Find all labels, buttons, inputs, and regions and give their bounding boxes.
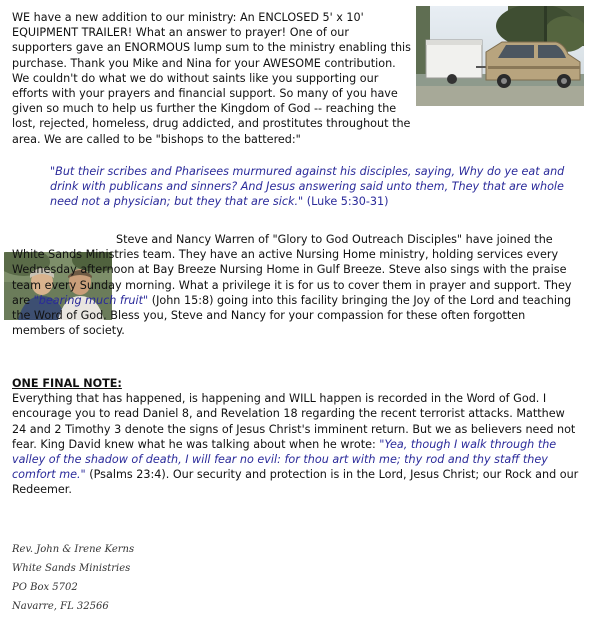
warren-quote: "bearing much fruit" (33, 293, 149, 307)
luke-quote-ref: (Luke 5:30-31) (303, 195, 389, 209)
intro-text: WE have a new addition to our ministry: An ENCLOSED 5' x 10' EQUIPMENT TRAILER! What an answer to prayer! One of our supporters gave an ENORMOUS lump sum to the ministry enabling this purchase. Thank you Mike and Nina for your AWESOME contribution. We couldn't do what we do without saints like you supporting our efforts with your prayers and financial support. So many of you have given so much to help us further the Kingdom of God -- reaching the lost, rejected, homeless, drug addicted, and prostitutes throughout the area. We are called to be "bishops to the battered:" (12, 11, 411, 146)
luke-quote (50, 164, 578, 210)
warren-text-b: (John 15:8) going into this facility bringing the Joy of the Lord and teaching the Word of God. Bless you, Steve and Nancy for your compassion for these often forgotten members of society. (12, 293, 572, 338)
warren-text-a: Steve and Nancy Warren of "Glory to God Outreach Disciples" have joined the White Sands Ministries team. They have an active Nursing Home ministry, holding services every Wednesday afternoon at Bay Breeze Nursing Home in Gulf Breeze. Steve also sings with the praise team every Sunday morning. What a privilege it is for us to cover them in prayer and support. They are (12, 233, 572, 307)
van-trailer-photo (416, 6, 584, 106)
luke-quote-text: "But their scribes and Pharisees murmured against his disciples, saying, Why do ye eat and drink with publicans and sinners? And Jesus answering said unto them, They that are whole need not a physician; but they that are sick." (50, 165, 565, 209)
signature-line-2: White Sands Ministries (12, 563, 131, 574)
final-note-paragraph (12, 376, 580, 498)
signature-line-1: Rev. John & Irene Kerns (12, 544, 135, 555)
signature-block (12, 540, 134, 616)
signature-line-3: PO Box 5702 (12, 582, 78, 593)
psalm-quote: "Yea, though I walk through the valley of the shadow of death, I will fear no evil: for thou art with me; thy rod and thy staff they comfort me." (12, 437, 557, 482)
intro-paragraph (12, 10, 412, 147)
final-note-text-a: Everything that has happened, is happening and WILL happen is recorded in the Word of God. I encourage you to read Daniel 8, and Revelation 18 regarding the recent terrorist attacks. Matthew 24 and 2 Timothy 3 denote the signs of Jesus Christ's imminent return. But we as believers need not fear. King David knew what he was talking about when he wrote: (12, 392, 576, 451)
final-note-heading: ONE FINAL NOTE: (12, 377, 122, 390)
final-note-text-b: (Psalms 23:4). Our security and protection is in the Lord, Jesus Christ; our Rock and our Redeemer. (12, 468, 579, 497)
warren-paragraph (12, 232, 580, 338)
signature-line-4: Navarre, FL 32566 (12, 601, 109, 612)
